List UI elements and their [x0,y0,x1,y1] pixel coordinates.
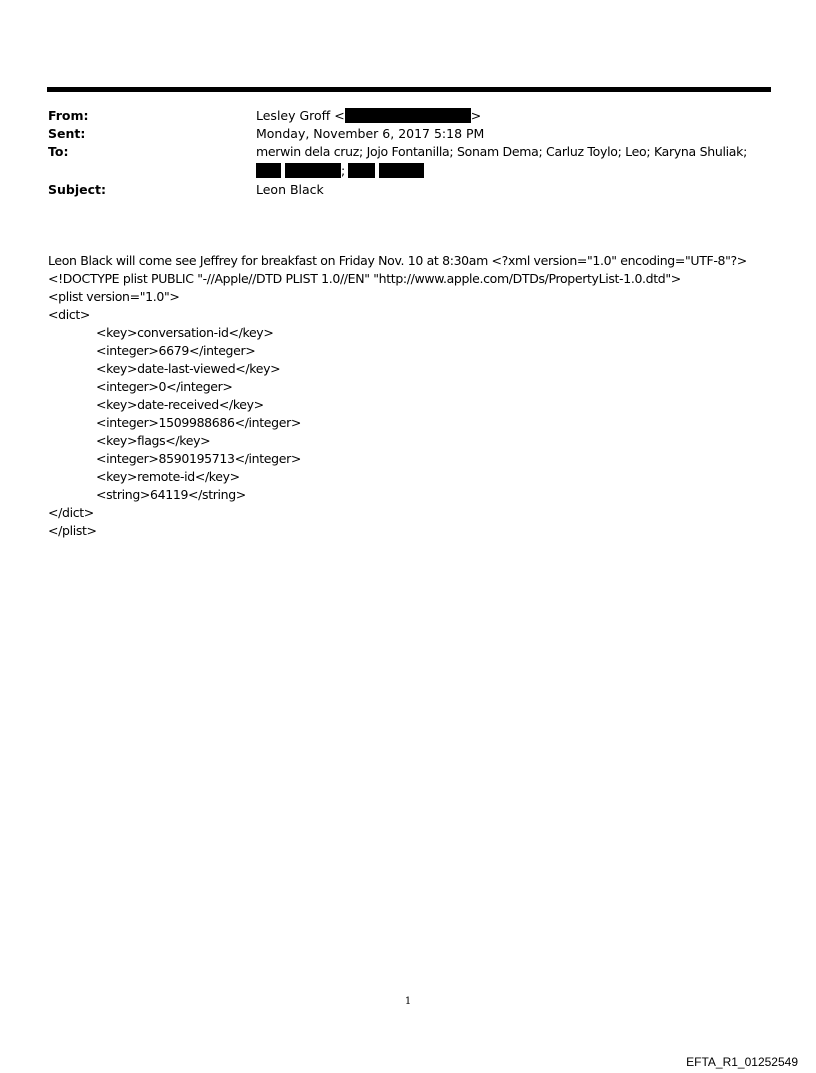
subject-value: Leon Black [256,182,324,197]
body-line: <key>conversation-id</key> [96,325,274,340]
body-line: </plist> [48,523,97,538]
to-label: To: [48,144,69,159]
page-number: 1 [404,996,412,1007]
body-line: <dict> [48,307,91,322]
to-redacted-recipients [256,163,424,179]
body-line: <!DOCTYPE plist PUBLIC "-//Apple//DTD PLIST 1.0//EN" "http://www.apple.com/DTDs/PropertyList-1.0.dtd"> [48,271,681,286]
body-line: <key>date-last-viewed</key> [96,361,281,376]
from-value [256,108,481,124]
body-line: <key>date-received</key> [96,397,264,412]
body-line: <integer>1509988686</integer> [96,415,301,430]
redaction-block [285,163,341,178]
email-body [48,234,747,558]
sent-value: Monday, November 6, 2017 5:18 PM [256,126,485,141]
from-bracket: > [470,108,482,123]
body-line: <string>64119</string> [96,487,246,502]
redaction-block [345,108,471,123]
sent-label: Sent: [48,126,86,141]
bates-number: EFTA_R1_01252549 [686,1055,798,1069]
from-label: From: [48,108,89,123]
body-line: <key>remote-id</key> [96,469,240,484]
body-line: <integer>8590195713</integer> [96,451,301,466]
to-separator: ; [341,163,346,178]
from-name: Lesley Groff < [256,108,345,123]
body-line: <plist version="1.0"> [48,289,180,304]
to-value: merwin dela cruz; Jojo Fontanilla; Sonam Dema; Carluz Toylo; Leo; Karyna Shuliak; [256,144,748,159]
body-line: <integer>0</integer> [96,379,233,394]
redaction-block [256,163,281,178]
redaction-block [379,163,424,178]
subject-label: Subject: [48,182,106,197]
body-line: <key>flags</key> [96,433,211,448]
redaction-block [348,163,375,178]
body-line: </dict> [48,505,94,520]
header-rule [47,87,771,92]
body-line: Leon Black will come see Jeffrey for breakfast on Friday Nov. 10 at 8:30am <?xml version="1.0" encoding="UTF-8"?> [48,253,747,268]
body-line: <integer>6679</integer> [96,343,256,358]
